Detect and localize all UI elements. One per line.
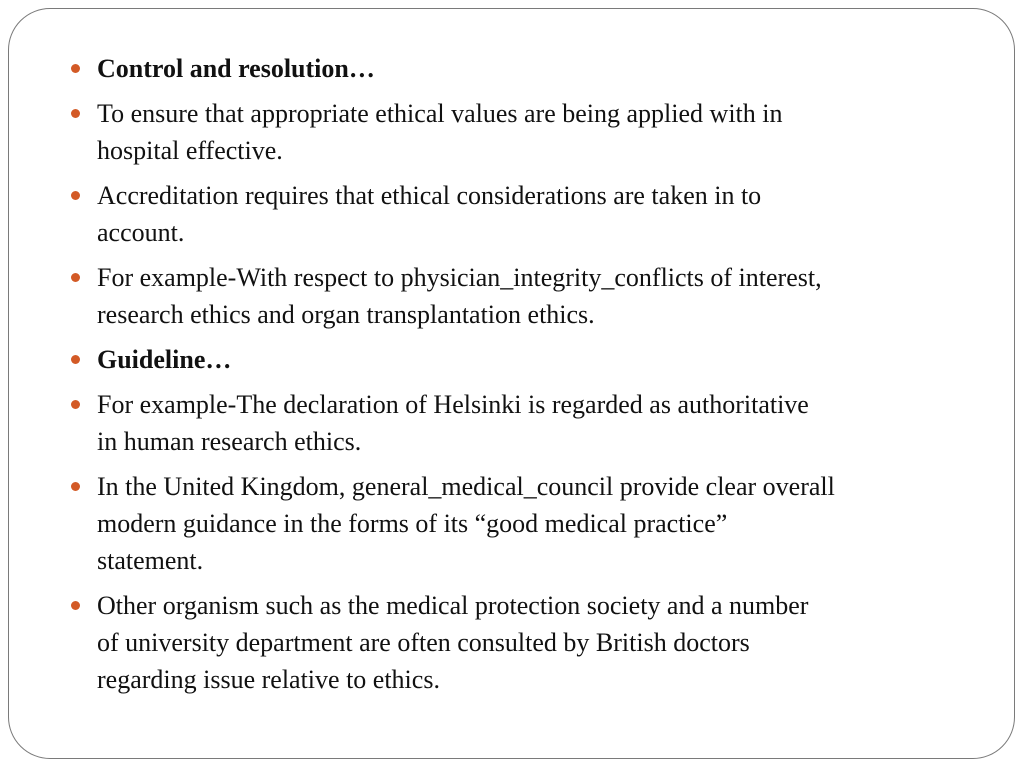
bullet-dot-icon [71,191,80,200]
bullet-text-line: Guideline… [97,345,232,374]
bullet-text-line: regarding issue relative to ethics. [97,665,440,694]
bullet-text-line: account. [97,218,185,247]
bullet-item [70,259,970,333]
bullet-text-line: In the United Kingdom, general_medical_council provide clear overall [97,472,835,501]
bullet-item [70,468,970,579]
bullet-dot-icon [71,64,80,73]
bullet-text-line: For example-With respect to physician_integrity_conflicts of interest, [97,263,822,292]
section-heading [70,341,970,378]
bullet-dot-icon [71,482,80,491]
bullet-dot-icon [71,273,80,282]
bullet-text-line: modern guidance in the forms of its “good medical practice” [97,509,728,538]
bullet-text-line: in human research ethics. [97,427,362,456]
bullet-text-line: of university department are often consulted by British doctors [97,628,750,657]
bullet-dot-icon [71,355,80,364]
bullet-text-line: To ensure that appropriate ethical values are being applied with in [97,99,783,128]
section-heading [70,50,970,87]
bullet-dot-icon [71,400,80,409]
bullet-item [70,587,970,698]
bullet-text-line: For example-The declaration of Helsinki is regarded as authoritative [97,390,809,419]
bullet-item [70,95,970,169]
bullet-dot-icon [71,601,80,610]
bullet-text-line: Control and resolution… [97,54,375,83]
bullet-text-line: research ethics and organ transplantation ethics. [97,300,595,329]
bullet-text-line: Accreditation requires that ethical considerations are taken in to [97,181,762,210]
bullet-dot-icon [71,109,80,118]
bullet-list [70,50,970,706]
bullet-text-line: hospital effective. [97,136,283,165]
bullet-item [70,386,970,460]
bullet-text-line: statement. [97,546,204,575]
bullet-item [70,177,970,251]
bullet-text-line: Other organism such as the medical protection society and a number [97,591,809,620]
